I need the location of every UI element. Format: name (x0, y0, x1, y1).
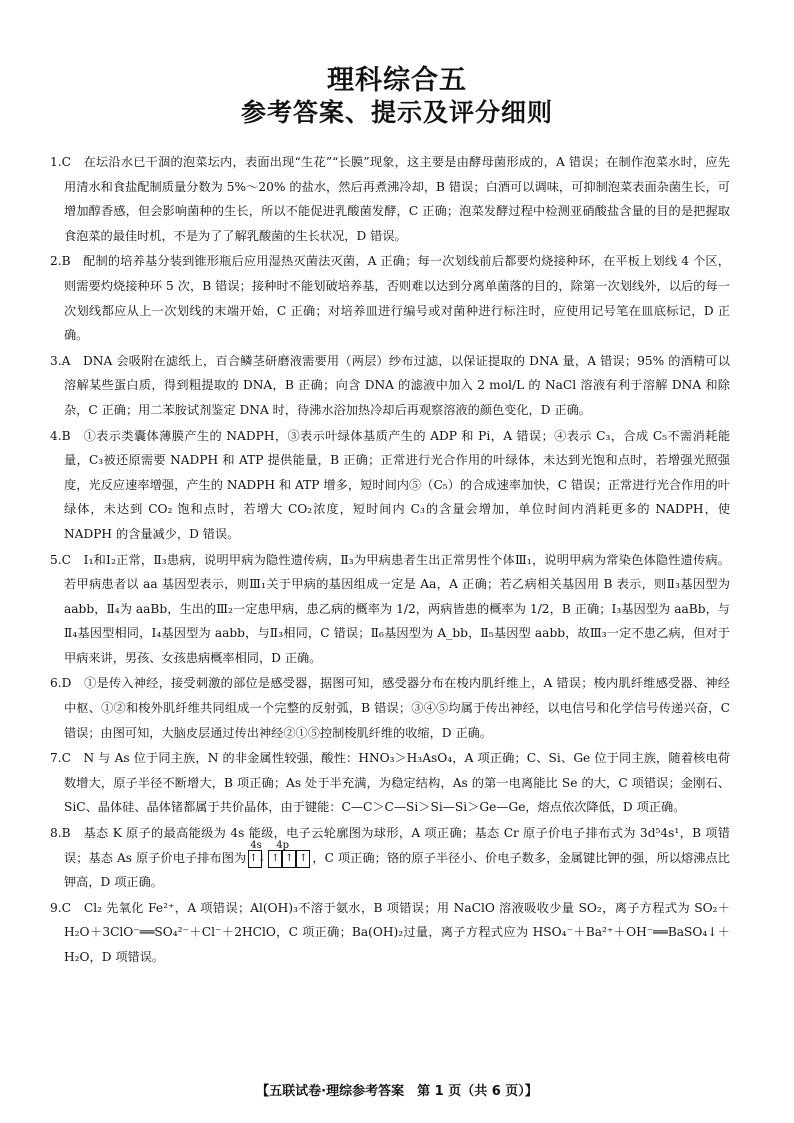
answer-number: 6.D (50, 676, 72, 691)
answer-text: 在坛沿水已干涸的泡菜坛内，表面出现“生花”“长膜”现象，这主要是由酵母菌形成的，A 错误；在制作泡菜水时，应先用清水和食盐配制质量分数为 5%～20% 的盐水，然后再煮沸冷却，B 错误；白酒可以调味，可抑制泡菜表面杂菌生长，可增加醇香感，但会影响菌种的生长，所以不能促进乳酸菌发酵，C 正确；泡菜发酵过程中检测亚硝酸盐含量的目的是把握取食泡菜的最佳时机，不是为了了解乳酸菌的生长状况，D 错误。 (64, 155, 730, 243)
answer-text: DNA 会吸附在滤纸上，百合鳞茎研磨液需要用（两层）纱布过滤，以保证提取的 DNA 量，A 错误；95% 的酒精可以溶解某些蛋白质，得到粗提取的 DNA，B 正确；向含 DNA 的滤液中加入 2 mol/L 的 NaCl 溶液有利于溶解 DNA 和除杂，C 正确；用二苯胺试剂鉴定 DNA 时，待沸水浴加热冷却后再观察溶液的颜色变化，D 正确。 (64, 353, 731, 417)
answer-number: 7.C (50, 751, 71, 766)
orbital-box-4p: ↑ (268, 850, 282, 868)
answer-number: 9.C (50, 900, 71, 915)
answer-text: ①表示类囊体薄膜产生的 NADPH，③表示叶绿体基质产生的 ADP 和 Pi，A 错误；④表示 C₃，合成 C₅不需消耗能量，C₃被还原需要 NADPH 和 ATP 提供能量，B 正确；正常进行光合作用的叶绿体，未达到光饱和点时，若增强光照强度，光反应速率增强，产生的 NADPH 和 ATP 增多，短时间内⑤（C₅）的合成速率加快，C 错误；正常进行光合作用的叶绿体，未达到 CO₂ 饱和点时，若增大 CO₂浓度，短时间内 C₃的含量会增加，单位时间内消耗更多的 NADPH，使 NADPH 的含量减少，D 错误。 (64, 428, 731, 541)
answer-item (50, 349, 730, 423)
orbital-diagram (248, 840, 310, 868)
page-subtitle: 参考答案、提示及评分细则 (240, 98, 553, 127)
answer-number: 5.C (50, 552, 71, 567)
answer-item (50, 249, 730, 347)
answer-item (50, 821, 730, 895)
answer-number: 8.B (50, 826, 71, 841)
orbital-label-4p: 4p (276, 840, 290, 852)
answer-number: 2.B (50, 254, 71, 269)
orbital-box-4p: ↑ (296, 850, 310, 868)
answer-item (50, 746, 730, 820)
answer-item (50, 896, 730, 970)
orbital-box-4p: ↑ (282, 850, 296, 868)
answer-text: Cl₂ 先氧化 Fe²⁺，A 项错误；Al(OH)₃不溶于氨水，B 项错误；用 NaClO 溶液吸收少量 SO₂，离子方程式为 SO₂＋H₂O＋3ClO⁻══SO₄²⁻＋Cl⁻＋2HClO，C 项正确；Ba(OH)₂过量，离子方程式应为 HSO₄⁻＋Ba²⁺＋OH⁻══BaSO₄↓＋H₂O，D 项错误。 (64, 900, 730, 964)
answer-text: ，C 项正确；铬的原子半径小、价电子数多，金属键比钾的强，所以熔沸点比钾高，D 项正确。 (64, 850, 730, 890)
answer-item (50, 671, 730, 745)
answer-text: 基态 K 原子的最高能级为 4s 能级，电子云轮廓图为球形，A 项正确；基态 Cr 原子价电子排布式为 3d⁵4s¹，B 项错误；基态 As 原子价电子排布图为 (64, 826, 730, 865)
answer-text: N 与 As 位于同主族，N 的非金属性较强，酸性：HNO₃＞H₃AsO₄，A 项正确；C、Si、Ge 位于同主族，随着核电荷数增大，原子半径不断增大，B 项正确；As 处于半充满，为稳定结构，As 的第一电离能比 Se 的大，C 项错误；金刚石、SiC、晶体硅、晶体锗都属于共价晶体，由于键能：C—C＞C—Si＞Si—Si＞Ge—Ge，熔点依次降低，D 项正确。 (64, 751, 730, 815)
answer-item (50, 150, 730, 248)
answer-list (50, 150, 730, 971)
answer-number: 4.B (50, 428, 71, 443)
page-title: 理科综合五 (327, 65, 467, 96)
answer-text: ①是传入神经，接受刺激的部位是感受器，据图可知，感受器分布在梭内肌纤维上，A 错误；梭内肌纤维感受器、神经中枢、①②和梭外肌纤维共同组成一个完整的反射弧，B 错误；③④⑤均属于传出神经，以电信号和化学信号传递兴奋，C 错误；由图可知，大脑皮层通过传出神经②①⑤控制梭肌纤维的收缩，D 正确。 (64, 676, 730, 740)
answer-item (50, 548, 730, 671)
answer-number: 1.C (50, 155, 71, 169)
orbital-label-4s: 4s (250, 840, 262, 852)
answer-item (50, 424, 730, 547)
orbital-box-4s: ↑↓ (248, 850, 262, 868)
answer-text: Ⅰ₁和Ⅰ₂正常，Ⅱ₃患病，说明甲病为隐性遗传病，Ⅱ₃为甲病患者生出正常男性个体Ⅲ₁，说明甲病为常染色体隐性遗传病。若甲病患者以 aa 基因型表示，则Ⅲ₁关于甲病的基因组成一定是 Aa，A 正确；若乙病相关基因用 B 表示，则Ⅱ₃基因型为 aabb，Ⅱ₄为 aaBb，生出的Ⅲ₂一定患甲病，患乙病的概率为 1/2，两病皆患的概率为 1/2，B 正确；Ⅰ₃基因型为 aaBb，与Ⅱ₄基因型相同，Ⅰ₄基因型为 aabb，与Ⅱ₃相同，C 错误；Ⅱ₆基因型为 A_bb，Ⅱ₅基因型 aabb，故Ⅲ₃一定不患乙病，但对于甲病来讲，男孩、女孩患病概率相同，D 正确。 (64, 552, 730, 665)
answer-number: 3.A (50, 353, 71, 368)
page-footer: 【五联试卷·理综参考答案 第 1 页（共 6 页）】 (256, 1084, 538, 1099)
answer-text: 配制的培养基分装到锥形瓶后应用湿热灭菌法灭菌，A 正确；每一次划线前后都要灼烧接种环，在平板上划线 4 个区，则需要灼烧接种环 5 次，B 错误；接种时不能划破培养基，否则难以达到分离单菌落的目的，除第一次划线外，以后的每一次划线都应从上一次划线的末端开始，C 正确；对培养皿进行编号或对菌种进行标注时，应使用记号笔在皿底标记，D 正确。 (64, 254, 730, 343)
